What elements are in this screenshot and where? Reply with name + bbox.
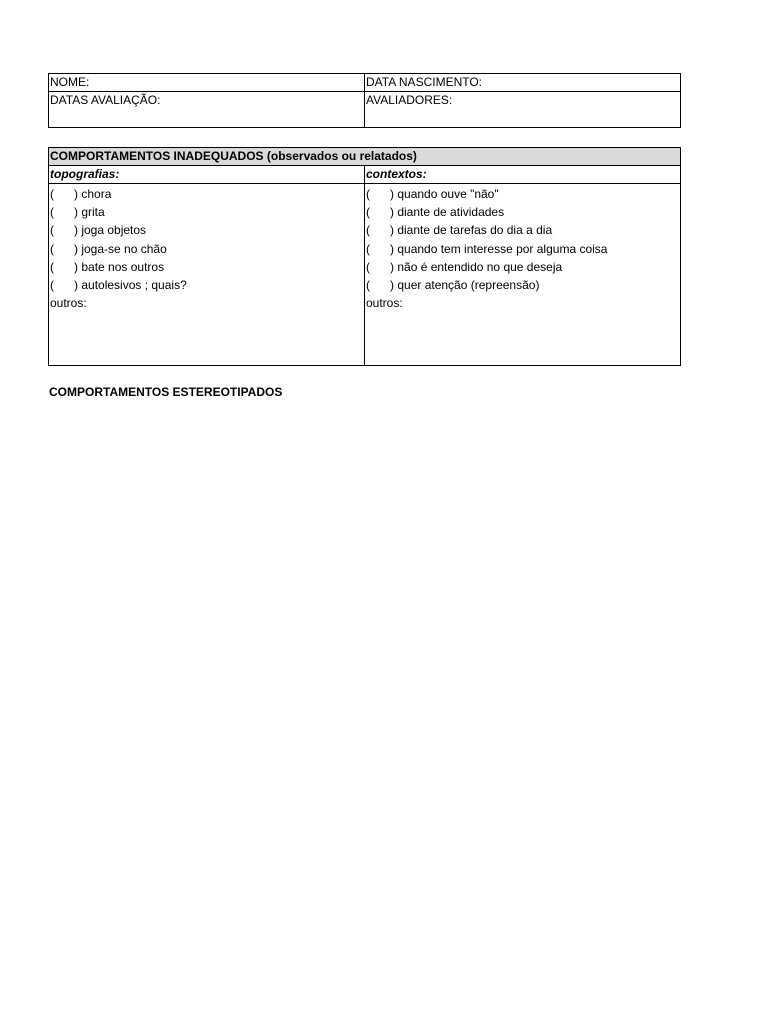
context-label: quando tem interesse por alguma coisa (397, 241, 608, 256)
contexts-header: contextos: (365, 166, 681, 184)
inadequate-behaviors-table (48, 147, 681, 366)
contexts-list (365, 184, 681, 366)
checkbox-close: ) (390, 223, 394, 238)
topography-label: grita (81, 205, 105, 220)
topographies-list (49, 184, 365, 366)
list-item[interactable] (366, 276, 679, 294)
list-item[interactable] (50, 221, 363, 239)
evaluation-dates-label: DATAS AVALIAÇÃO: (50, 93, 161, 107)
list-item[interactable] (50, 185, 363, 203)
birth-date-label: DATA NASCIMENTO: (366, 75, 483, 89)
checkbox-close: ) (390, 205, 394, 220)
topography-label: bate nos outros (81, 259, 165, 274)
list-item[interactable] (50, 203, 363, 221)
checkbox-close: ) (390, 259, 394, 274)
checkbox-close: ) (74, 187, 78, 201)
topographies-other-label[interactable]: outros: (50, 296, 87, 311)
checkbox-open[interactable]: ( (366, 205, 370, 220)
list-item[interactable] (366, 221, 679, 239)
checkbox-close: ) (74, 205, 78, 220)
checkbox-close: ) (390, 241, 394, 256)
checkbox-open[interactable]: ( (50, 205, 54, 220)
stereotyped-behaviors-title: COMPORTAMENTOS ESTEREOTIPADOS (49, 385, 283, 399)
list-item[interactable] (366, 203, 679, 221)
list-item[interactable] (366, 185, 679, 203)
contexts-other-label[interactable]: outros: (366, 296, 403, 311)
evaluation-dates-cell[interactable] (49, 92, 365, 128)
topography-label: chora (81, 187, 112, 201)
checkbox-open[interactable]: ( (50, 241, 54, 256)
context-label: diante de tarefas do dia a dia (397, 223, 553, 238)
list-item[interactable] (50, 276, 363, 294)
name-cell[interactable] (49, 74, 365, 92)
checkbox-open[interactable]: ( (50, 259, 54, 274)
topography-label: joga objetos (81, 223, 147, 238)
checkbox-close: ) (390, 187, 394, 201)
checkbox-open[interactable]: ( (366, 241, 370, 256)
context-label: quer atenção (repreensão) (397, 277, 540, 292)
checkbox-open[interactable]: ( (366, 187, 370, 201)
list-item[interactable] (50, 240, 363, 258)
list-item[interactable] (366, 258, 679, 276)
checkbox-close: ) (74, 223, 78, 238)
list-item[interactable] (366, 240, 679, 258)
checkbox-open[interactable]: ( (50, 223, 54, 238)
inadequate-behaviors-title: COMPORTAMENTOS INADEQUADOS (observados ou relatados) (49, 148, 681, 166)
evaluators-label: AVALIADORES: (366, 93, 453, 107)
checkbox-open[interactable]: ( (366, 259, 370, 274)
checkbox-close: ) (74, 277, 78, 292)
list-item[interactable] (50, 258, 363, 276)
context-label: não é entendido no que deseja (397, 259, 563, 274)
patient-info-table (48, 73, 681, 128)
checkbox-close: ) (74, 259, 78, 274)
topography-label: autolesivos ; quais? (81, 277, 187, 292)
birth-date-cell[interactable] (365, 74, 681, 92)
topography-label: joga-se no chão (81, 241, 167, 256)
name-label: NOME: (50, 75, 90, 89)
evaluators-cell[interactable] (365, 92, 681, 128)
context-label: diante de atividades (397, 205, 505, 220)
topographies-header: topografias: (49, 166, 365, 184)
context-label: quando ouve "não" (397, 187, 499, 201)
checkbox-open[interactable]: ( (50, 187, 54, 201)
checkbox-open[interactable]: ( (366, 277, 370, 292)
checkbox-close: ) (74, 241, 78, 256)
checkbox-close: ) (390, 277, 394, 292)
checkbox-open[interactable]: ( (50, 277, 54, 292)
checkbox-open[interactable]: ( (366, 223, 370, 238)
